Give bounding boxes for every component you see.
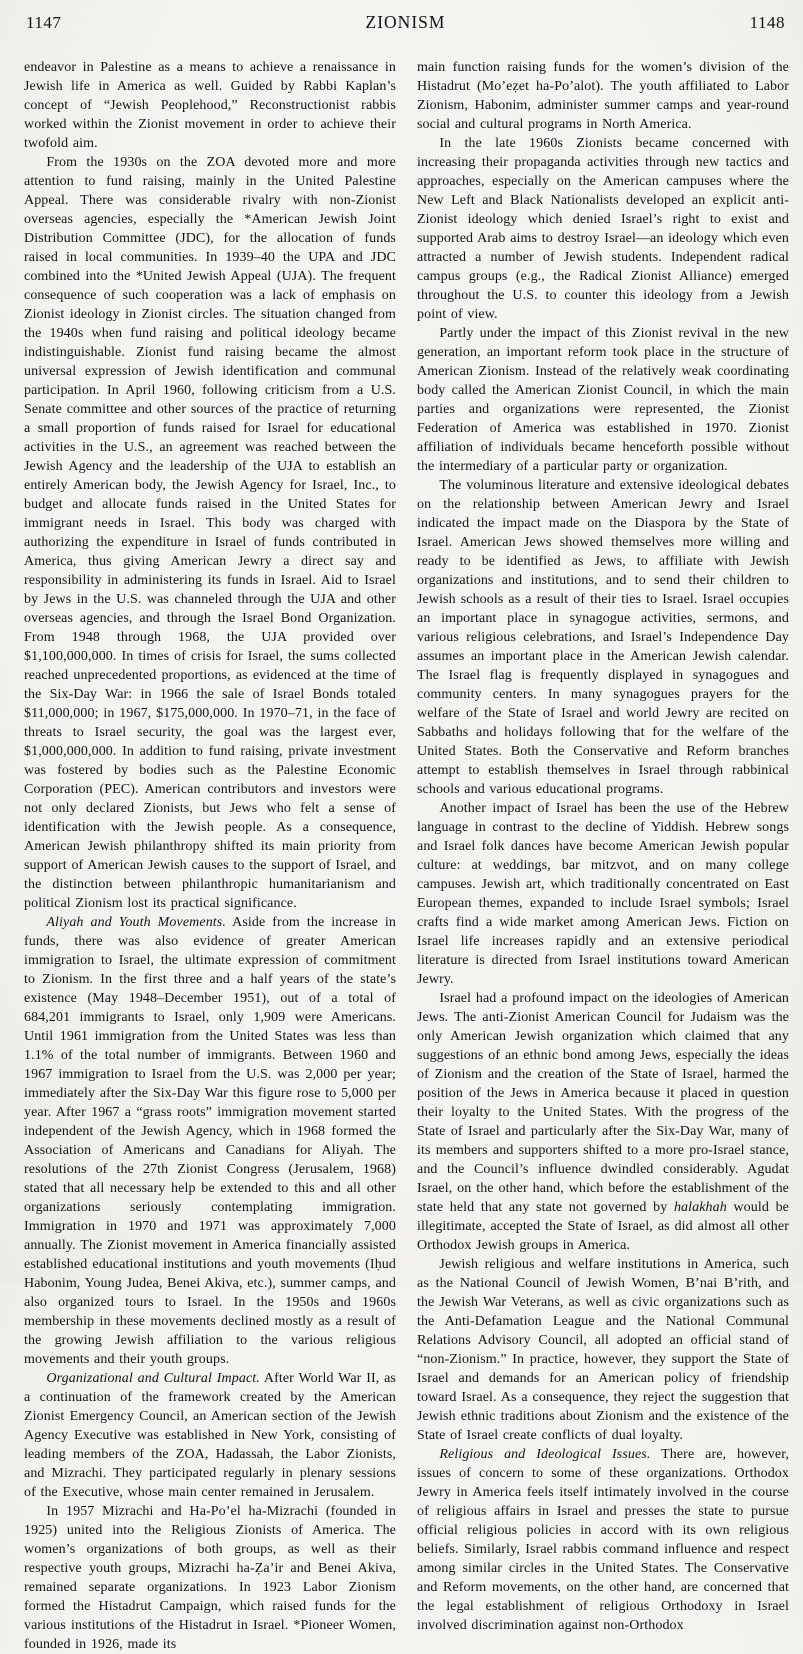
paragraph (24, 153, 396, 913)
text-segment: The voluminous literature and extensive ideological debates on the relationship between American Jewry and Israel indicated the impact made on the Diaspora by the State of Israel. American Jews showed themselves more willing and ready to be identified as Jews, to affiliate with Jewish organizations and institutions, and to send their children to Jewish schools as a result of their ties to Israel. Israel occupies an important place in synagogue activities, sermons, and various religious celebrations, and Israel’s Independence Day assumes an important place in the American Jewish calendar. The Israel flag is frequently displayed in synagogues and community centers. In many synagogues prayers for the welfare of the State of Israel and world Jewry are recited on Sabbaths and holidays following that for the welfare of the United States. Both the Conservative and Reform branches attempt to establish themselves in Israel through rabbinical schools and various educational programs. (417, 478, 789, 797)
paragraph (24, 913, 396, 1369)
paragraph (417, 324, 789, 476)
text-segment: Jewish religious and welfare institutions in America, such as the National Council of Jewish Women, B’nai B’rith, and the Jewish War Veterans, as well as civic organizations such as the Anti-Defamation League and the National Communal Relations Advisory Council, all adopted an official stand of “non-Zionism.” In practice, however, they support the State of Israel and demands for an American policy of friendship toward Israel. As a consequence, they reject the suggestion that Jewish ethnic traditions about Zionism and the existence of the State of Israel create conflicts of dual loyalty. (417, 1257, 789, 1443)
running-head: ZIONISM (365, 12, 446, 32)
paragraph (417, 1445, 789, 1635)
paragraph (24, 1369, 396, 1502)
text-segment: From the 1930s on the ZOA devoted more and more attention to fund raising, mainly in the United Palestine Appeal. There was considerable rivalry with non-Zionist overseas agencies, especially the *American Jewish Joint Distribution Committee (JDC), for the allocation of funds raised in local communities. In 1939–40 the UPA and JDC combined into the *United Jewish Appeal (UJA). The frequent consequence of such cooperation was a lack of emphasis on Zionist ideology in Zionist circles. The situation changed from the 1940s when fund raising and political ideology became indistinguishable. Zionist fund raising became the almost universal expression of Jewish identification and communal participation. In April 1960, following criticism from a U.S. Senate committee and other sources of the practice of returning a small proportion of funds raised for Israel for educational activities in the U.S., an agreement was reached between the Jewish Agency and the leadership of the UJA to establish an entirely American body, the Jewish Agency for Israel, Inc., to budget and allocate funds raised in the United States for immigrant needs in Israel. This body was charged with authorizing the expenditure in Israel of funds contributed in America, thus giving American Jewry a direct say and responsibility in administering its funds in Israel. Aid to Israel by Jews in the U.S. was channeled through the UJA and other overseas agencies, and through the Israel Bond Organization. From 1948 through 1968, the UJA provided over $1,100,000,000. In times of crisis for Israel, the sums collected reached unprecedented proportions, as evidenced at the time of the Six-Day War: in 1966 the sale of Israel Bonds totaled $11,000,000; in 1967, $175,000,000. In 1970–71, in the face of threats to Israel security, the goal was the largest ever, $1,000,000,000. In addition to fund raising, private investment was fostered by bodies such as the Palestine Economic Corporation (PEC). American contributors and investors were not only declared Zionists, but Jews who felt a sense of identification with the Jewish people. As a consequence, American Jewish philanthropy shifted its main priority from support of American Jewish causes to the support of Israel, and the distinction between philanthropic humanitarianism and political Zionism lost its practical significance. (24, 155, 396, 911)
paragraph (417, 476, 789, 799)
text-segment: main function raising funds for the women’s division of the Histadrut (Mo’eẓet ha-Po’alot). The youth affiliated to Labor Zionism, Habonim, administer summer camps and year-round social and cultural programs in North America. (417, 60, 789, 132)
text-segment: Aside from the increase in funds, there was also evidence of greater American immigration to Israel, the ultimate expression of commitment to Zionism. In the first three and a half years of the state’s existence (May 1948–December 1951), out of a total of 684,201 immigrants to Israel, only 1,909 were Americans. Until 1961 immigration from the United States was less than 1.1% of the total number of immigrants. Between 1960 and 1967 immigration to Israel from the U.S. was 2,000 per year; immediately after the Six-Day War this figure rose to 5,000 per year. After 1967 a “grass roots” immigration movement started independent of the Jewish Agency, which in 1968 formed the Association of Americans and Canadians for Aliyah. The resolutions of the 27th Zionist Congress (Jerusalem, 1968) stated that all necessary help be extended to this and all other organizations seriously contemplating immigration. Immigration in 1970 and 1971 was approximately 7,000 annually. The Zionist movement in America financially assisted established educational institutions and youth movements (Iḥud Habonim, Young Judea, Benei Akiva, etc.), summer camps, and also organized tours to Israel. In the 1950s and 1960s membership in these movements declined mostly as a result of the growing Jewish affiliation to the various religious movements and their youth groups. (24, 915, 397, 1367)
italic-text-segment: Religious and Ideological Issues. (439, 1447, 651, 1462)
text-segment: Partly under the impact of this Zionist revival in the new generation, an important reform took place in the structure of American Zionism. Instead of the relatively weak coordinating body called the American Zionist Council, in which the main parties and organizations were represented, the Zionist Federation of America was established in 1970. Zionist affiliation of individuals became henceforth possible without the intermediary of a particular party or organization. (417, 326, 789, 474)
paragraph (417, 799, 789, 989)
text-segment: After World War II, as a continuation of the framework created by the American Zionist Emergency Council, an American section of the Jewish Agency Executive was established in New York, consisting of leading members of the ZOA, Hadassah, the Labor Zionists, and Mizrachi. They participated regularly in plenary sessions of the Executive, whose main center remained in Jerusalem. (24, 1371, 396, 1500)
paragraph (24, 58, 396, 153)
paragraph (24, 1502, 396, 1654)
left-column (24, 58, 396, 1654)
italic-text-segment: halakhah (673, 1200, 727, 1215)
right-column (417, 58, 789, 1654)
italic-text-segment: Aliyah and Youth Movements. (46, 915, 226, 930)
paragraph (417, 1255, 789, 1445)
text-columns (24, 58, 789, 1654)
paragraph (417, 58, 789, 134)
text-segment: Another impact of Israel has been the use of the Hebrew language in contrast to the decline of Yiddish. Hebrew songs and Israel folk dances have become American Jewish popular culture: at weddings, bar mitzvot, and on many college campuses. Jewish art, which traditionally concentrated on East European themes, expanded to include Israel symbols; Israel crafts find a wide market among American Jews. Fiction on Israel life increases rapidly and an extensive periodical literature is directed from Israel institutions toward American Jewry. (417, 801, 789, 987)
page-number-right: 1148 (749, 13, 785, 32)
text-segment: would be illegitimate, accepted the State of Israel, as did almost all other Orthodox Jewish groups in America. (417, 1200, 789, 1253)
text-segment: Israel had a profound impact on the ideologies of American Jews. The anti-Zionist American Council for Judaism was the only American Jewish organization which claimed that any suggestions of an ethnic bond among Jews, especially the ideas of Zionism and the creation of the State of Israel, harmed the position of the Jews in America because it placed in question their loyalty to the United States. With the progress of the State of Israel and particularly after the Six-Day War, many of its members and supporters shifted to a more pro-Israel stance, and the Council’s influence dwindled considerably. Agudat Israel, on the other hand, which before the establishment of the state held that any state not governed by (417, 991, 789, 1215)
italic-text-segment: Organizational and Cultural Impact. (46, 1371, 260, 1386)
text-segment: In 1957 Mizrachi and Ha-Po’el ha-Mizrachi (founded in 1925) united into the Religious Zionists of America. The women’s organizations of both groups, as well as their respective youth groups, Mizrachi ha-Ẓa’ir and Benei Akiva, remained separate organizations. In 1923 Labor Zionism formed the Histadrut Campaign, which raised funds for the various institutions of the Histadrut in Israel. *Pioneer Women, founded in 1926, made its (24, 1504, 396, 1652)
text-segment: There are, however, issues of concern to some of these organizations. Orthodox Jewry in America feels itself intimately involved in the course of religious affairs in Israel and presses the state to pursue official religious policies in accord with its own religious beliefs. Similarly, Israel rabbis command influence and respect among similar circles in the United States. The Conservative and Reform movements, on the other hand, are concerned that the legal establishment of religious Orthodoxy in Israel involved discrimination against non-Orthodox (417, 1447, 789, 1633)
paragraph (417, 134, 789, 324)
page-number-left: 1147 (26, 13, 62, 32)
text-segment: In the late 1960s Zionists became concerned with increasing their propaganda activities through new tactics and approaches, especially on the American campuses where the New Left and Black Nationalists developed an explicit anti-Zionist ideology which denied Israel’s right to exist and supported Arab aims to destroy Israel—an ideology which even attracted a number of Jewish students. Independent radical campus groups (e.g., the Radical Zionist Alliance) emerged throughout the U.S. to counter this ideology from a Jewish point of view. (417, 136, 789, 322)
text-segment: endeavor in Palestine as a means to achieve a renaissance in Jewish life in America as well. Guided by Rabbi Kaplan’s concept of “Jewish Peoplehood,” Reconstructionist rabbis worked within the Zionist movement in order to achieve their twofold aim. (24, 60, 396, 151)
paragraph (417, 989, 789, 1255)
page-header (24, 12, 789, 33)
